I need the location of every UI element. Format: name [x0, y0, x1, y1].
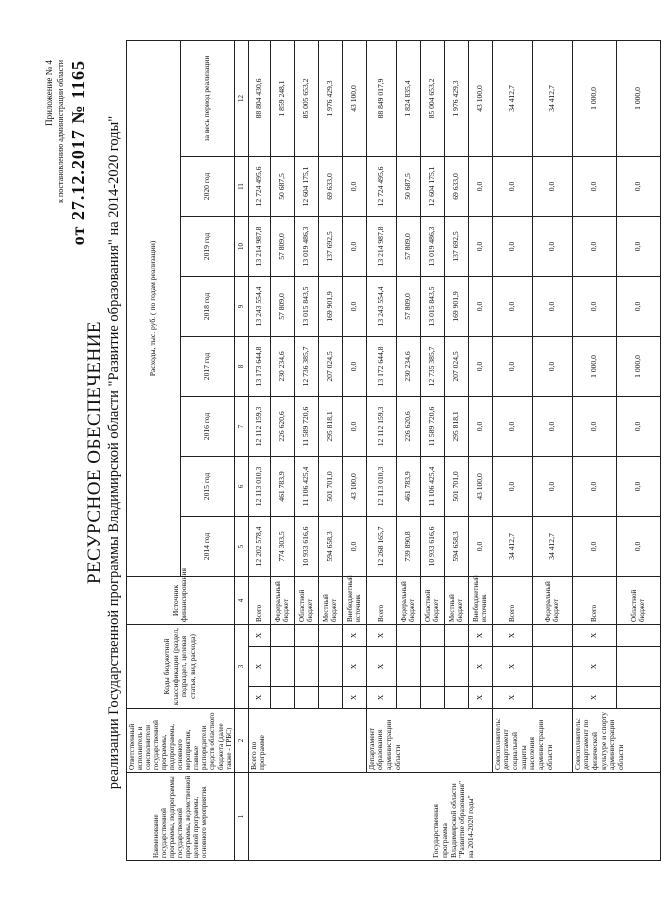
code-cell [294, 647, 318, 687]
code-cell: X [248, 647, 270, 687]
code-cell [396, 624, 420, 646]
year-value-cell: 0,0 [468, 216, 492, 276]
number-sign: № [68, 104, 88, 124]
header-name: Наименование государственной программы, подпрограммы государственной программы, ведомственной целевой программы, основного мероприятия [127, 773, 235, 861]
code-cell [294, 624, 318, 646]
code-cell: X [468, 687, 492, 709]
code-cell [396, 647, 420, 687]
executor-cell: Соисполнитель: департамент по физической культуре и спорту администрации области [572, 709, 660, 773]
year-value-cell: 594 658,3 [318, 516, 342, 576]
year-value-cell: 0,0 [342, 516, 366, 576]
year-value-cell: 461 783,9 [270, 456, 294, 516]
code-cell: X [572, 687, 616, 709]
code-cell: X [366, 624, 396, 646]
year-value-cell: 0,0 [492, 396, 532, 456]
year-value-cell: 12 268 165,7 [366, 516, 396, 576]
year-value-cell: 13 214 987,8 [366, 216, 396, 276]
col-num: 5 [234, 516, 248, 576]
year-value-cell: 0,0 [572, 156, 616, 216]
source-cell: Местный бюджет [318, 576, 342, 624]
year-value-cell: 12 112 159,3 [366, 396, 396, 456]
year-value-cell: 0,0 [468, 156, 492, 216]
year-value-cell: 0,0 [532, 276, 572, 336]
year-value-cell: 0,0 [468, 276, 492, 336]
year-value-cell: 0,0 [532, 456, 572, 516]
year-value-cell: 13 019 486,3 [420, 216, 444, 276]
year-value-cell: 230 234,6 [396, 336, 420, 396]
year-value-cell: 1 000,0 [572, 336, 616, 396]
year-value-cell: 12 604 175,1 [420, 156, 444, 216]
code-cell: X [572, 624, 616, 646]
date-prefix: от [68, 225, 88, 246]
year-value-cell: 13 243 554,4 [248, 276, 270, 336]
col-num: 2 [234, 709, 248, 773]
total-value-cell: 88 804 430,6 [248, 40, 270, 156]
col-num: 8 [234, 336, 248, 396]
year-value-cell: 0,0 [616, 156, 660, 216]
year-value-cell: 57 809,0 [396, 216, 420, 276]
header-year-2017: 2017 год [180, 336, 234, 396]
code-cell: X [468, 647, 492, 687]
year-value-cell: 12 604 175,1 [294, 156, 318, 216]
total-value-cell: 85 005 653,2 [294, 40, 318, 156]
column-number-row [234, 40, 248, 860]
code-cell [294, 687, 318, 709]
header-total-period: за весь период реализации [180, 40, 234, 156]
program-name-cell: Государственная программа Владимирской области "Развитие образования" на 2014-2020 годы" [248, 773, 660, 861]
table-row [248, 40, 270, 860]
year-value-cell: 43 100,0 [468, 456, 492, 516]
code-cell: X [366, 687, 396, 709]
header-executor: Ответственный исполнитель и соисполнители государственной программы, подпрограммы, основного мероприятия, главные распорядители средств областного бюджета (далее также - ГРБС) [127, 709, 235, 773]
year-value-cell: 207 024,5 [318, 336, 342, 396]
year-value-cell: 0,0 [342, 396, 366, 456]
year-value-cell: 0,0 [616, 396, 660, 456]
year-value-cell: 226 620,6 [396, 396, 420, 456]
code-cell [270, 647, 294, 687]
year-value-cell: 13 172 644,8 [366, 336, 396, 396]
total-value-cell: 1 824 835,4 [396, 40, 420, 156]
year-value-cell: 69 633,0 [444, 156, 468, 216]
year-value-cell: 169 901,9 [444, 276, 468, 336]
source-cell: Всего [492, 576, 532, 624]
year-value-cell: 0,0 [342, 156, 366, 216]
executor-cell: Всего по программе [248, 709, 366, 773]
year-value-cell: 501 701,0 [318, 456, 342, 516]
source-cell: Всего [366, 576, 396, 624]
year-value-cell: 43 100,0 [342, 456, 366, 516]
year-value-cell: 169 901,9 [318, 276, 342, 336]
year-value-cell: 12 724 495,6 [366, 156, 396, 216]
table-row [366, 40, 396, 860]
year-value-cell: 0,0 [572, 396, 616, 456]
source-cell: Федеральный бюджет [532, 576, 572, 624]
year-value-cell: 0,0 [492, 276, 532, 336]
year-value-cell: 34 412,7 [532, 516, 572, 576]
code-cell [270, 624, 294, 646]
header-codes: Коды бюджетной классификации (раздел, подраздел, целевая статья, вид расхода) [127, 624, 235, 708]
year-value-cell: 12 724 495,6 [248, 156, 270, 216]
code-cell [532, 687, 572, 709]
code-cell [318, 624, 342, 646]
source-cell: Федеральный бюджет [396, 576, 420, 624]
code-cell: X [342, 647, 366, 687]
year-value-cell: 0,0 [572, 216, 616, 276]
col-num: 10 [234, 216, 248, 276]
code-cell [616, 624, 660, 646]
col-num: 3 [234, 624, 248, 708]
resource-table [126, 40, 661, 861]
total-value-cell: 43 100,0 [342, 40, 366, 156]
year-value-cell: 0,0 [532, 396, 572, 456]
source-cell: Областной бюджет [420, 576, 444, 624]
code-cell: X [342, 624, 366, 646]
code-cell [396, 687, 420, 709]
col-num: 1 [234, 773, 248, 861]
year-value-cell: 0,0 [532, 156, 572, 216]
code-cell: X [572, 647, 616, 687]
year-value-cell: 0,0 [572, 456, 616, 516]
year-value-cell: 11 589 720,6 [420, 396, 444, 456]
year-value-cell: 295 818,1 [444, 396, 468, 456]
code-cell [532, 647, 572, 687]
year-value-cell: 461 783,9 [396, 456, 420, 516]
document-number: 1165 [68, 60, 88, 100]
year-value-cell: 13 019 486,3 [294, 216, 318, 276]
year-value-cell: 13 214 987,8 [248, 216, 270, 276]
year-value-cell: 0,0 [468, 516, 492, 576]
resolution-label: к постановлению администрации области [56, 60, 65, 203]
col-num: 4 [234, 576, 248, 624]
source-cell: Областной бюджет [294, 576, 318, 624]
year-value-cell: 230 234,6 [270, 336, 294, 396]
year-value-cell: 12 736 385,7 [294, 336, 318, 396]
code-cell: X [248, 687, 270, 709]
year-value-cell: 11 106 425,4 [294, 456, 318, 516]
total-value-cell: 1 000,0 [616, 40, 660, 156]
year-value-cell: 0,0 [572, 276, 616, 336]
year-value-cell: 501 701,0 [444, 456, 468, 516]
year-value-cell: 11 589 720,6 [294, 396, 318, 456]
code-cell [616, 647, 660, 687]
code-cell: X [492, 687, 532, 709]
source-cell: Всего [572, 576, 616, 624]
col-num: 12 [234, 40, 248, 156]
document-subtitle: реализации Государственной программы Владимирской области "Развитие образования" на 2014-2020 годы" [106, 115, 122, 790]
executor-cell: Департамент образования администрации области [366, 709, 492, 773]
year-value-cell: 57 809,0 [270, 276, 294, 336]
col-num: 7 [234, 396, 248, 456]
code-cell [420, 624, 444, 646]
table-row [572, 40, 616, 860]
year-value-cell: 12 202 578,4 [248, 516, 270, 576]
code-cell: X [492, 624, 532, 646]
code-cell [616, 687, 660, 709]
year-value-cell: 10 933 616,6 [420, 516, 444, 576]
year-value-cell: 774 303,5 [270, 516, 294, 576]
year-value-cell: 0,0 [492, 216, 532, 276]
document-title: РЕСУРСНОЕ ОБЕСПЕЧЕНИЕ [84, 320, 105, 585]
total-value-cell: 1 976 429,3 [444, 40, 468, 156]
year-value-cell: 13 173 644,8 [248, 336, 270, 396]
header-year-2016: 2016 год [180, 396, 234, 456]
year-value-cell: 13 015 843,5 [294, 276, 318, 336]
year-value-cell: 594 658,3 [444, 516, 468, 576]
source-cell: Внебюджетный источник [468, 576, 492, 624]
header-year-2018: 2018 год [180, 276, 234, 336]
code-cell [318, 647, 342, 687]
code-cell [444, 687, 468, 709]
table-row [492, 40, 532, 860]
year-value-cell: 12 113 010,3 [248, 456, 270, 516]
code-cell: X [248, 624, 270, 646]
source-cell: Федеральный бюджет [270, 576, 294, 624]
year-value-cell: 137 692,5 [318, 216, 342, 276]
year-value-cell: 0,0 [532, 336, 572, 396]
total-value-cell: 34 412,7 [532, 40, 572, 156]
year-value-cell: 50 687,5 [396, 156, 420, 216]
source-cell: Всего [248, 576, 270, 624]
code-cell: X [366, 647, 396, 687]
year-value-cell: 0,0 [532, 216, 572, 276]
year-value-cell: 57 809,0 [396, 276, 420, 336]
appendix-label: Приложение № 4 [44, 60, 54, 126]
year-value-cell: 0,0 [572, 516, 616, 576]
year-value-cell: 69 633,0 [318, 156, 342, 216]
header-year-2014: 2014 год [180, 516, 234, 576]
code-cell [318, 687, 342, 709]
col-num: 11 [234, 156, 248, 216]
year-value-cell: 0,0 [492, 336, 532, 396]
code-cell: X [342, 687, 366, 709]
header-year-2019: 2019 год [180, 216, 234, 276]
year-value-cell: 12 112 159,3 [248, 396, 270, 456]
year-value-cell: 0,0 [468, 396, 492, 456]
year-value-cell: 0,0 [342, 216, 366, 276]
year-value-cell: 12 735 385,7 [420, 336, 444, 396]
total-value-cell: 1 859 248,1 [270, 40, 294, 156]
code-cell: X [492, 647, 532, 687]
year-value-cell: 10 933 616,6 [294, 516, 318, 576]
source-cell: Внебюджетный источник [342, 576, 366, 624]
code-cell [532, 624, 572, 646]
total-value-cell: 88 849 017,9 [366, 40, 396, 156]
year-value-cell: 0,0 [468, 336, 492, 396]
code-cell [270, 687, 294, 709]
code-cell: X [468, 624, 492, 646]
code-cell [444, 624, 468, 646]
year-value-cell: 0,0 [616, 276, 660, 336]
year-value-cell: 13 243 554,4 [366, 276, 396, 336]
code-cell [420, 647, 444, 687]
year-value-cell: 11 106 425,4 [420, 456, 444, 516]
year-value-cell: 0,0 [342, 336, 366, 396]
year-value-cell: 0,0 [492, 456, 532, 516]
year-value-cell: 0,0 [616, 516, 660, 576]
year-value-cell: 295 818,1 [318, 396, 342, 456]
year-value-cell: 739 890,8 [396, 516, 420, 576]
header-expenses: Расходы, тыс. руб. ( по годам реализации) [127, 40, 181, 576]
header-year-2020: 2020 год [180, 156, 234, 216]
year-value-cell: 57 809,0 [270, 216, 294, 276]
col-num: 9 [234, 276, 248, 336]
total-value-cell: 1 000,0 [572, 40, 616, 156]
total-value-cell: 85 004 653,2 [420, 40, 444, 156]
year-value-cell: 13 015 843,5 [420, 276, 444, 336]
header-year-2015: 2015 год [180, 456, 234, 516]
year-value-cell: 137 692,5 [444, 216, 468, 276]
year-value-cell: 0,0 [342, 276, 366, 336]
total-value-cell: 43 100,0 [468, 40, 492, 156]
year-value-cell: 34 412,7 [492, 516, 532, 576]
code-cell [420, 687, 444, 709]
document-date: 27.12.2017 [68, 129, 88, 221]
year-value-cell: 12 113 010,3 [366, 456, 396, 516]
year-value-cell: 226 620,6 [270, 396, 294, 456]
year-value-cell: 50 687,5 [270, 156, 294, 216]
total-value-cell: 34 412,7 [492, 40, 532, 156]
year-value-cell: 207 024,5 [444, 336, 468, 396]
year-value-cell: 1 000,0 [616, 336, 660, 396]
source-cell: Областной бюджет [616, 576, 660, 624]
year-value-cell: 0,0 [616, 216, 660, 276]
total-value-cell: 1 976 429,3 [318, 40, 342, 156]
source-cell: Местный бюджет [444, 576, 468, 624]
year-value-cell: 0,0 [492, 156, 532, 216]
code-cell [444, 647, 468, 687]
year-value-cell: 0,0 [616, 456, 660, 516]
executor-cell: Соисполнитель: департамент социальной защиты населения администрации области [492, 709, 572, 773]
header-source: Источник финансирования [127, 576, 235, 624]
col-num: 6 [234, 456, 248, 516]
